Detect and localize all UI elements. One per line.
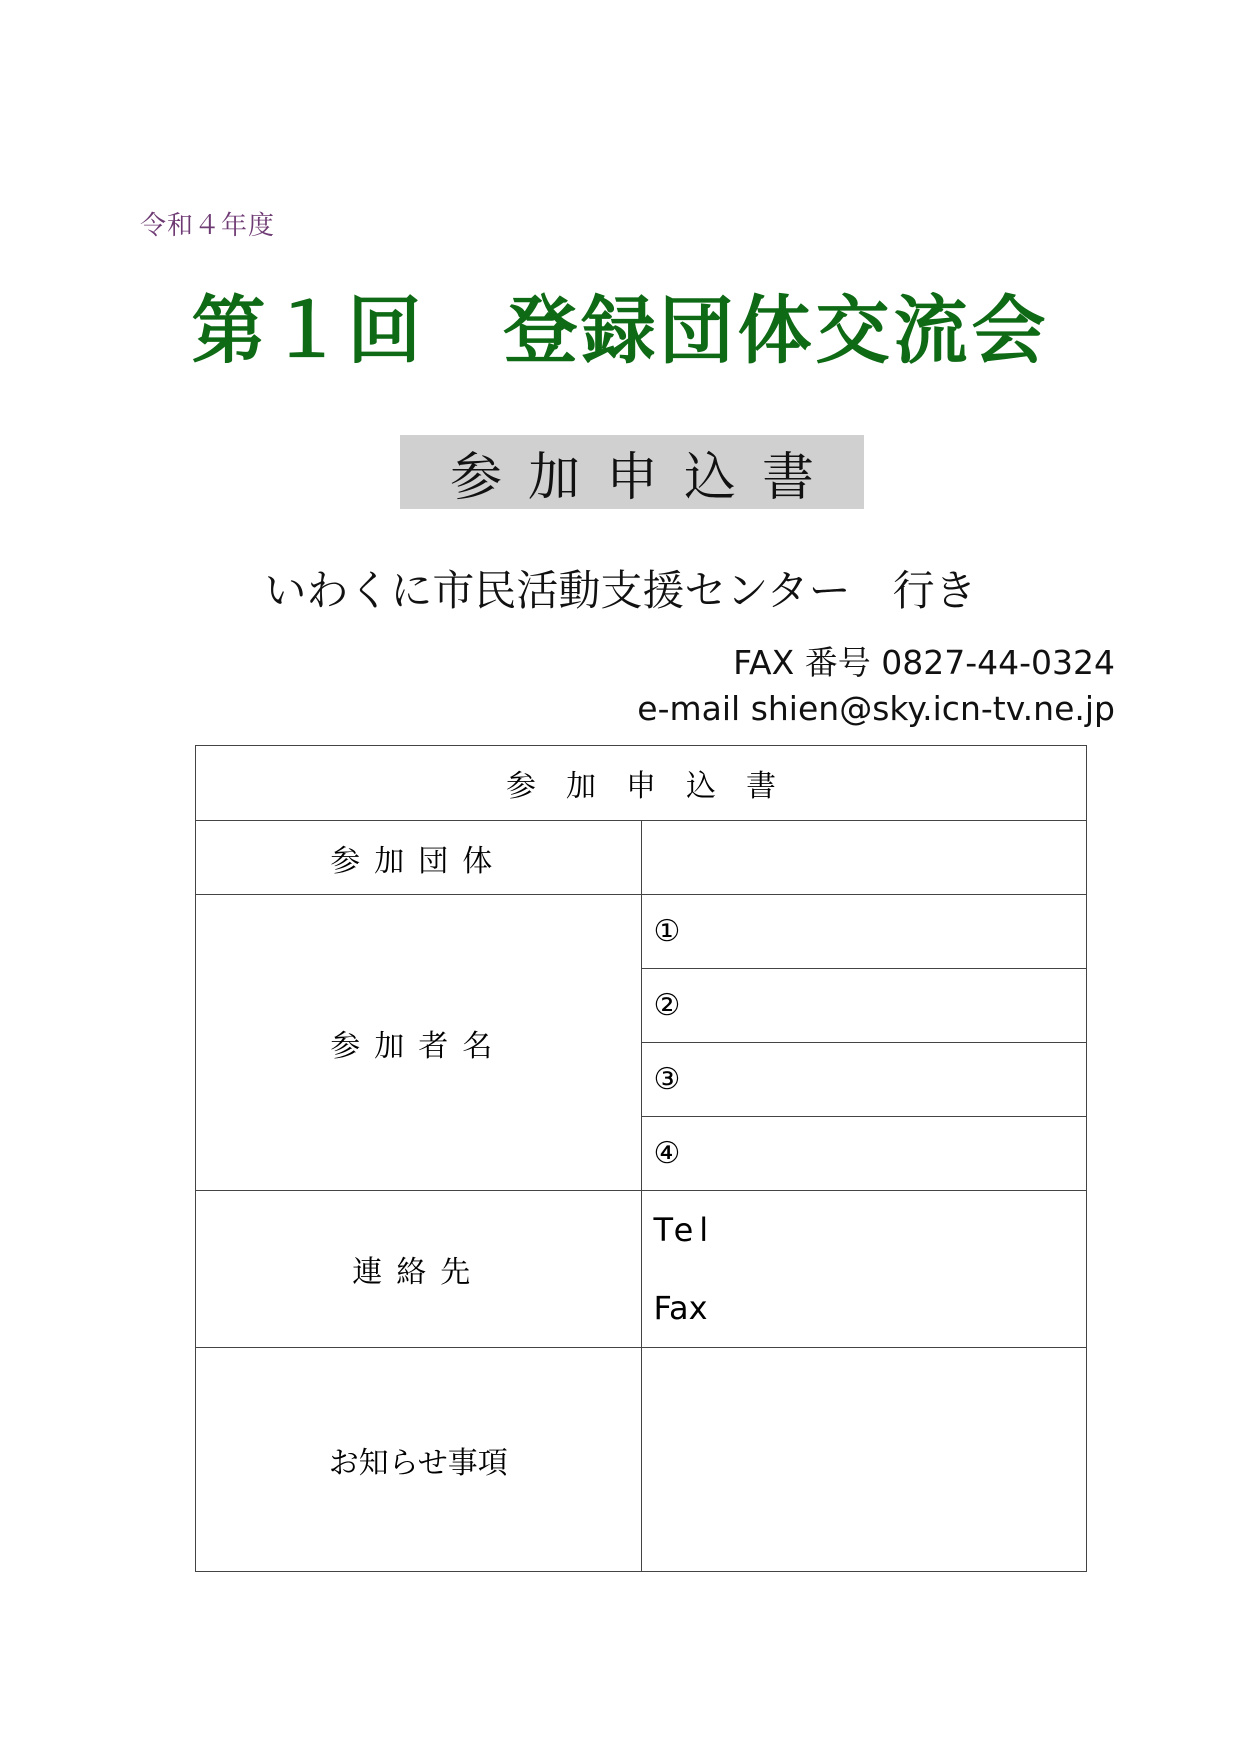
form-title: 参加申込書 [449, 447, 840, 508]
table-title: 参加申込書 [196, 746, 1087, 821]
participant-field-2[interactable]: ② [641, 969, 1087, 1043]
contact-label: 連絡先 [196, 1191, 642, 1348]
participant-field-1[interactable]: ① [641, 895, 1087, 969]
email-address: e-mail shien@sky.icn-tv.ne.jp [637, 689, 1115, 728]
notes-label: お知らせ事項 [196, 1348, 642, 1572]
application-form-table [195, 745, 1087, 1572]
notes-field[interactable] [641, 1348, 1087, 1572]
fax-label: Fax [653, 1289, 708, 1327]
form-title-banner [400, 435, 864, 509]
group-label: 参加団体 [196, 821, 642, 895]
page-title: 第１回 登録団体交流会 [191, 288, 1050, 374]
recipient-line: いわくに市民活動支援センター 行き [264, 566, 977, 615]
recipient-contact [637, 640, 1115, 732]
participant-field-4[interactable]: ④ [641, 1117, 1087, 1191]
participants-label: 参加者名 [196, 895, 642, 1191]
fax-number: FAX 番号 0827-44-0324 [733, 643, 1115, 682]
tel-label: Tel [653, 1211, 715, 1249]
group-field[interactable] [641, 821, 1087, 895]
contact-field[interactable] [641, 1191, 1087, 1348]
fiscal-year: 令和４年度 [140, 211, 276, 241]
participant-field-3[interactable]: ③ [641, 1043, 1087, 1117]
